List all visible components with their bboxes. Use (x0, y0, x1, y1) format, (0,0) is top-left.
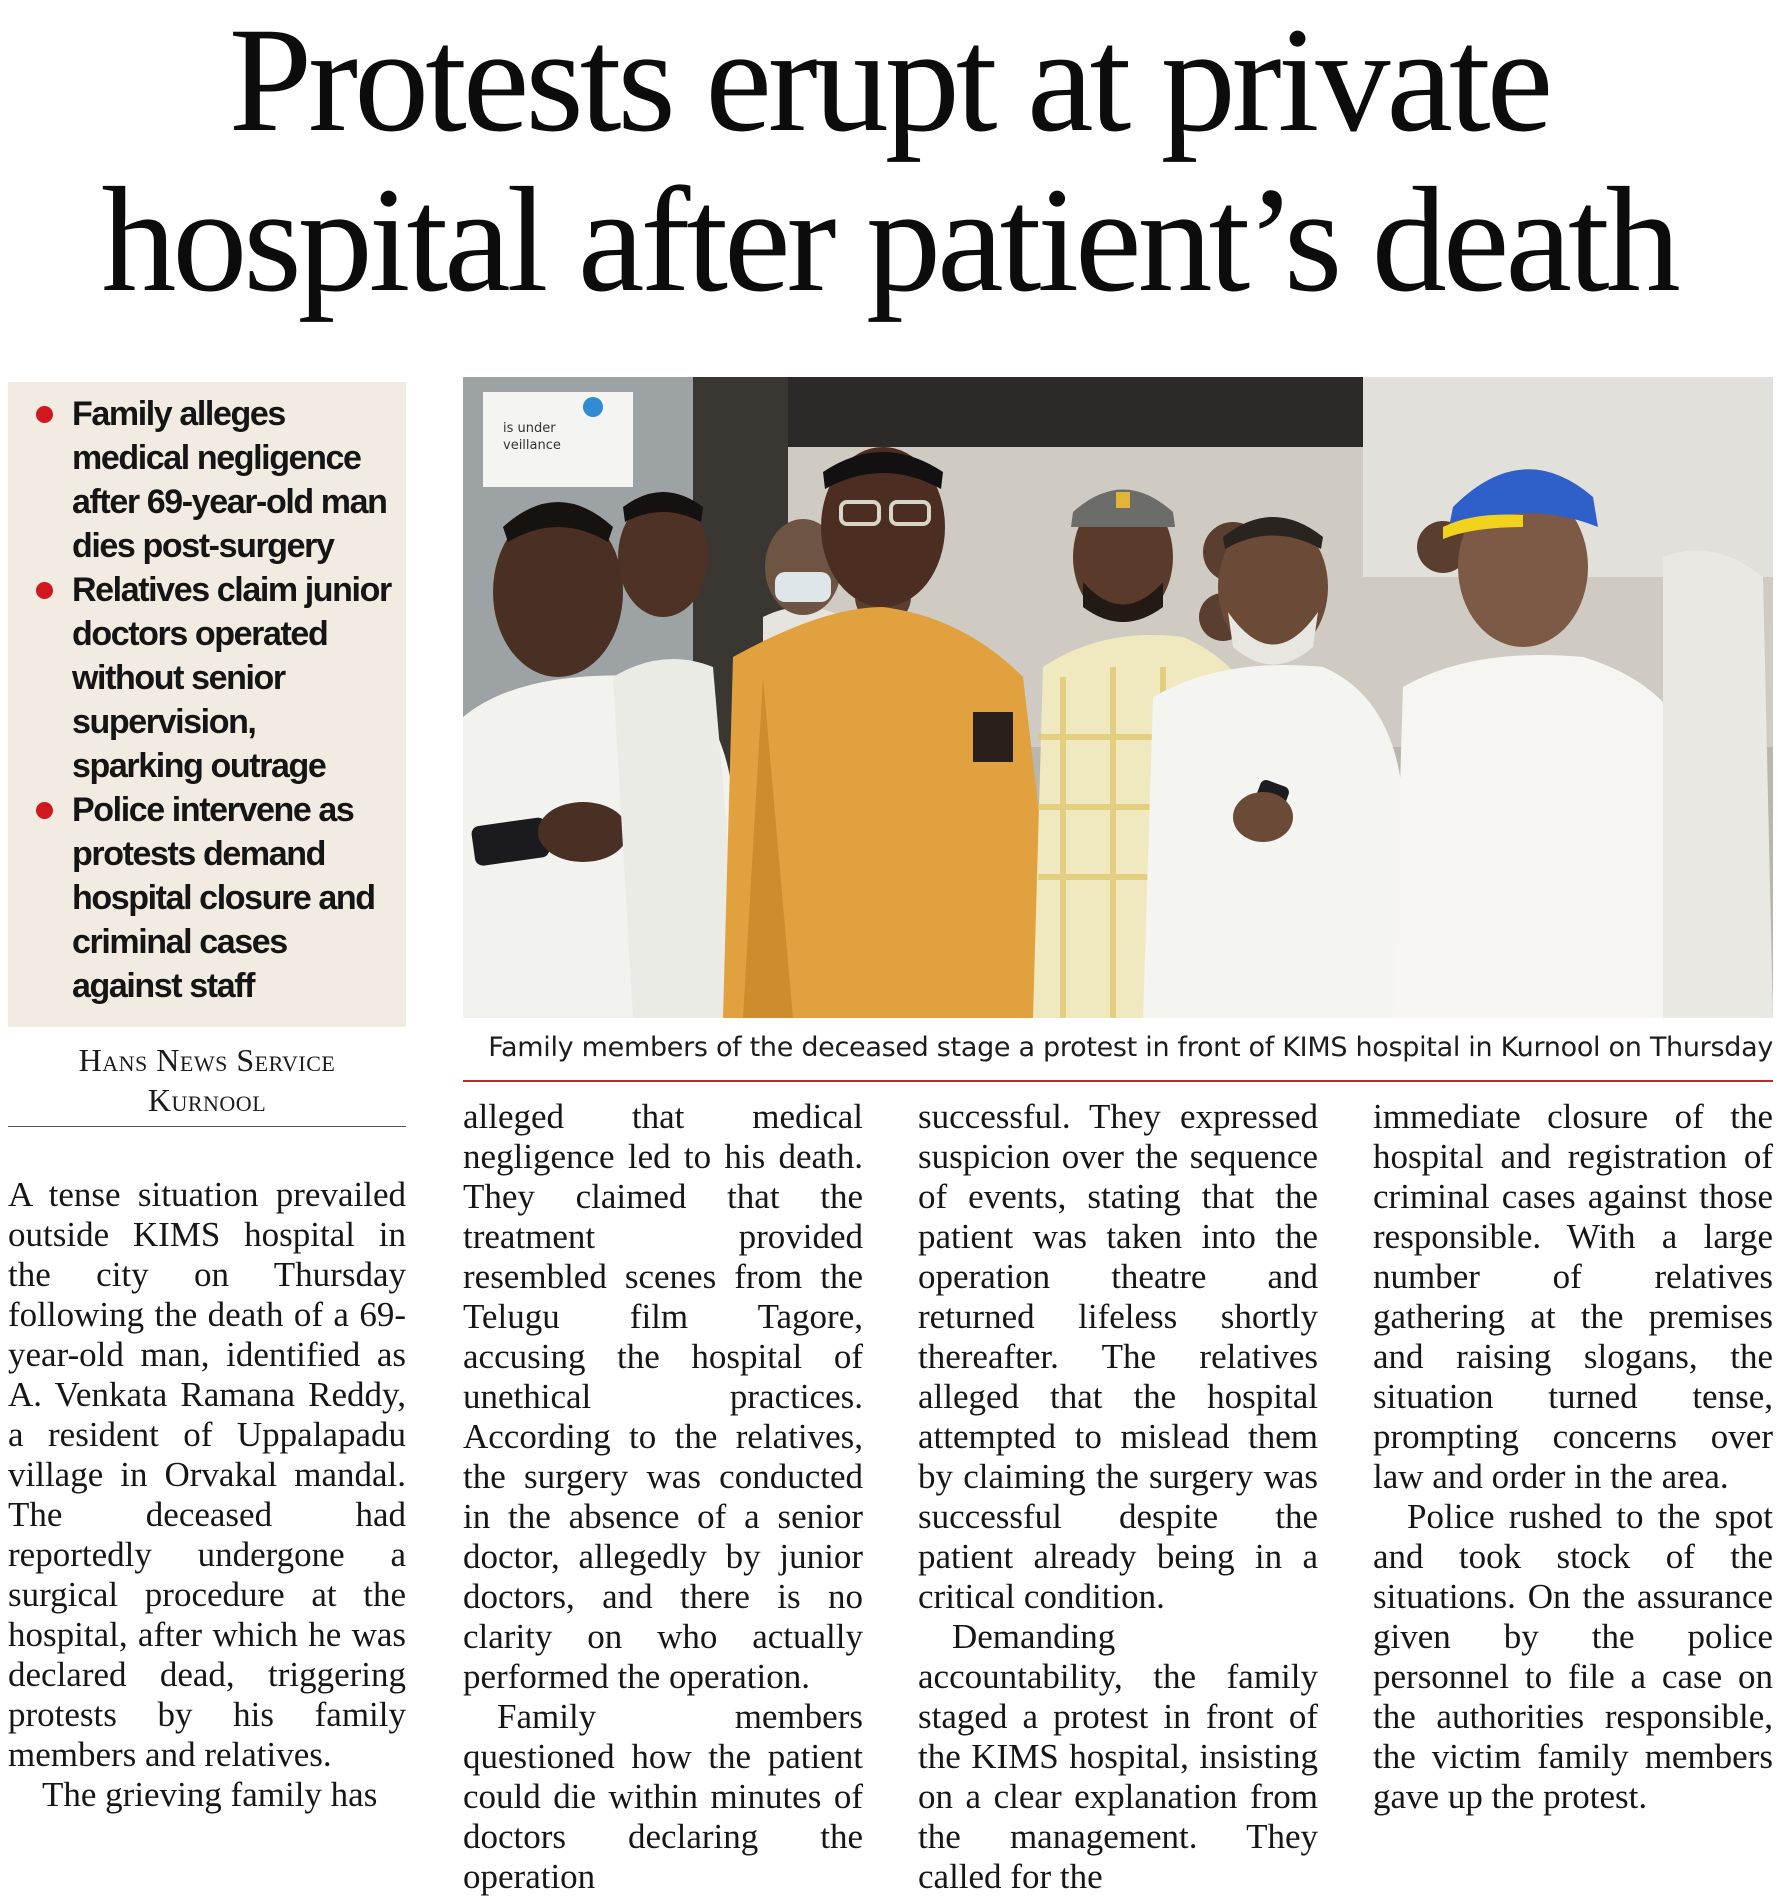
highlight-text: Family alleges medical negligence after 69-year-old man dies post-surgery (72, 395, 387, 565)
face-mask (775, 572, 831, 602)
highlight-item (32, 568, 392, 788)
protest-photo-illustration (463, 377, 1773, 1018)
headline-line-1: Protests erupt at private (228, 0, 1550, 163)
highlights-list (32, 392, 392, 1008)
sign-logo-icon (583, 397, 603, 417)
paragraph: alleged that medical negligence led to his death. They claimed that the treatment provided resembled scenes from the Telugu film Tagore, accusing the hospital of unethical practices. According to the relatives, the surgery was conducted in the absence of a senior doctor, allegedly by junior doctors, and there is no clarity on who actually performed the operation. (463, 1097, 863, 1696)
highlight-text: Relatives claim junior doctors operated without senior supervision, sparking outrage (72, 571, 391, 785)
headline (0, 0, 1778, 323)
photo-caption: Family members of the deceased stage a protest in front of KIMS hospital in Kurnool on Thursday (488, 1032, 1773, 1063)
byline-divider (8, 1126, 406, 1127)
paragraph: Demanding accountability, the family staged a protest in front of the KIMS hospital, insisting on a clear explanation from the management. They called for the (918, 1617, 1318, 1896)
pocket-phone (973, 712, 1013, 762)
paragraph: immediate closure of the hospital and registration of criminal cases against those responsible. With a large number of relatives gathering at the premises and raising slogans, the situation turned tense, prompting concerns over law and order in the area. (1373, 1097, 1773, 1496)
bullet-icon (36, 802, 53, 819)
caption-divider (463, 1080, 1773, 1082)
article-column-4 (1373, 1097, 1773, 1814)
highlight-item (32, 392, 392, 568)
paragraph: Police rushed to the spot and took stock of the situations. On the assurance given by the police personnel to file a case on the authorities responsible, the victim family members gave up the protest. (1373, 1497, 1773, 1816)
highlight-text: Police intervene as protests demand hospital closure and criminal cases against staff (72, 791, 375, 1005)
byline-service: Hans News Service (78, 1042, 336, 1078)
sign-text-1: is under (503, 421, 556, 436)
article-column-3 (918, 1097, 1318, 1896)
byline-place: Kurnool (147, 1082, 267, 1118)
paragraph: A tense situation prevailed outside KIMS hospital in the city on Thursday following the death of a 69-year-old man, identified as A. Venkata Ramana Reddy, a resident of Uppalapadu village in Orvakal mandal. The deceased had reportedly undergone a surgical procedure at the hospital, after which he was declared dead, triggering protests by his family members and relatives. (8, 1175, 406, 1774)
article-column-1 (8, 1175, 406, 1814)
byline (8, 1040, 406, 1120)
paragraph: The grieving family has (42, 1775, 378, 1814)
paragraph: Family members questioned how the patient could die within minutes of doctors declaring the operation (463, 1697, 863, 1896)
sign-text-2: veillance (503, 438, 561, 453)
highlight-item (32, 788, 392, 1008)
highlights-box (8, 382, 406, 1027)
headline-line-2: hospital after patient’s death (101, 157, 1677, 323)
news-photo (463, 377, 1773, 1018)
bullet-icon (36, 406, 53, 423)
article-column-2 (463, 1097, 863, 1896)
paragraph: successful. They expressed suspicion over the sequence of events, stating that the patient was taken into the operation theatre and returned lifeless shortly thereafter. The relatives alleged that the hospital attempted to mislead them by claiming the surgery was successful despite the patient already being in a critical condition. (918, 1097, 1318, 1616)
bullet-icon (36, 582, 53, 599)
